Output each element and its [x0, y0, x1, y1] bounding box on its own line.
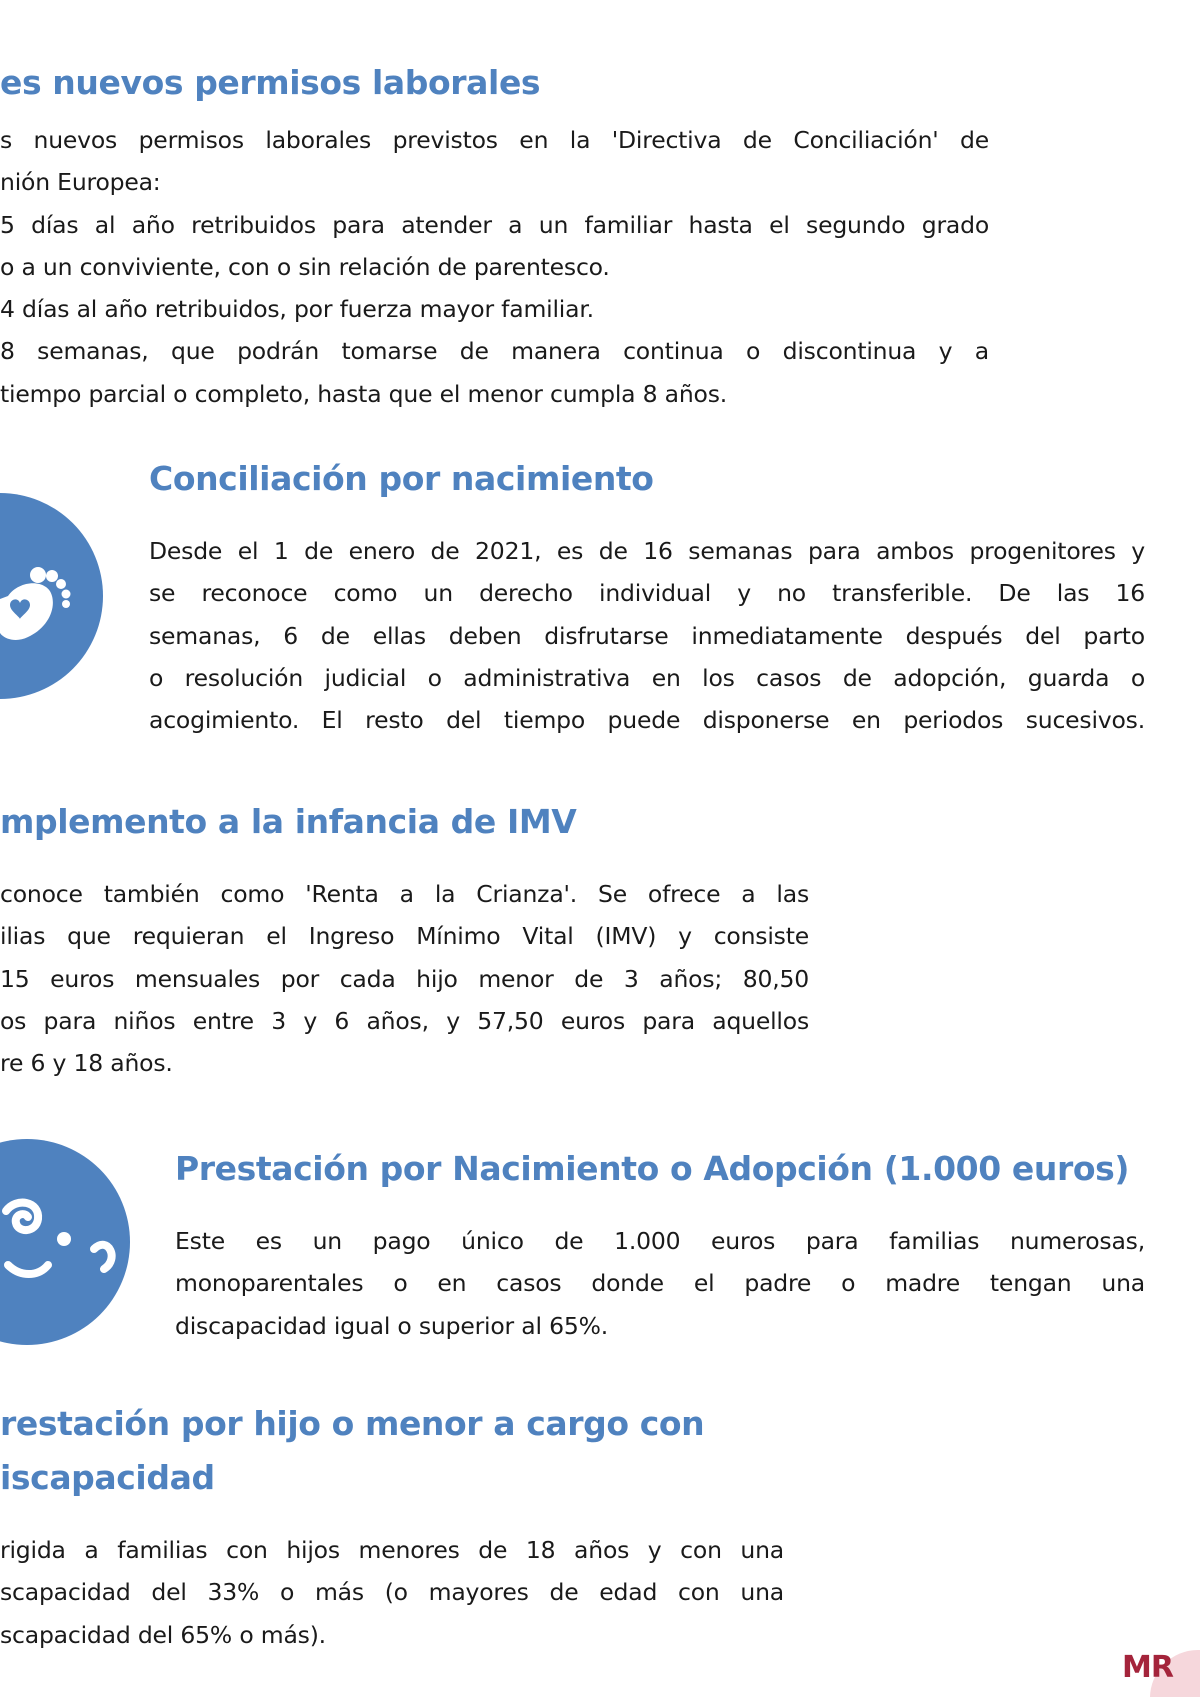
section-body-permisos: [0, 119, 989, 415]
paragraph-line: 5 días al año retribuidos para atender a un familiar hasta el segundo grado: [0, 210, 989, 239]
section-heading-prestacion-nacimiento: Prestación por Nacimiento o Adopción (1.000 euros): [175, 1149, 1130, 1188]
baby-foot-icon: [0, 493, 103, 699]
paragraph-line: scapacidad del 65% o más).: [0, 1620, 326, 1649]
paragraph-line: nión Europea:: [0, 168, 161, 197]
paragraph-line: Este es un pago único de 1.000 euros para familias numerosas,: [175, 1227, 1145, 1255]
paragraph-line: 15 euros mensuales por cada hijo menor de 3 años; 80,50: [0, 964, 809, 993]
section-heading-hijo-discapacidad: [0, 1397, 704, 1505]
paragraph-line: 8 semanas, que podrán tomarse de manera continua o discontinua y a: [0, 337, 989, 366]
paragraph-line: 4 días al año retribuidos, por fuerza mayor familiar.: [0, 295, 594, 324]
paragraph-line: re 6 y 18 años.: [0, 1049, 173, 1078]
paragraph-line: rigida a familias con hijos menores de 18 años y con una: [0, 1536, 784, 1564]
section-body-hijo-discapacidad: [0, 1529, 784, 1656]
paragraph-line: acogimiento. El resto del tiempo puede disponerse en periodos sucesivos.: [149, 706, 1145, 735]
section-body-complemento-imv: [0, 873, 809, 1084]
section-heading-permisos: es nuevos permisos laborales: [0, 63, 541, 102]
paragraph-line: conoce también como 'Renta a la Crianza'. Se ofrece a las: [0, 880, 809, 908]
paragraph-line: monoparentales o en casos donde el padre o madre tengan una: [175, 1269, 1145, 1298]
paragraph-line: o a un conviviente, con o sin relación de parentesco.: [0, 252, 610, 281]
paragraph-line: os para niños entre 3 y 6 años, y 57,50 euros para aquellos: [0, 1006, 809, 1035]
section-body-conciliacion: [149, 530, 1145, 741]
paragraph-line: Desde el 1 de enero de 2021, es de 16 semanas para ambos progenitores y: [149, 537, 1145, 565]
logo-text: MR: [1122, 1650, 1173, 1685]
baby-face-icon: [0, 1139, 130, 1345]
paragraph-line: scapacidad del 33% o más (o mayores de edad con una: [0, 1578, 784, 1607]
paragraph-line: discapacidad igual o superior al 65%.: [175, 1311, 608, 1340]
paragraph-line: s nuevos permisos laborales previstos en la 'Directiva de Conciliación' de: [0, 126, 989, 154]
paragraph-line: ilias que requieran el Ingreso Mínimo Vital (IMV) y consiste: [0, 922, 809, 951]
heading-line: iscapacidad: [0, 1458, 215, 1497]
paragraph-line: semanas, 6 de ellas deben disfrutarse inmediatamente después del parto: [149, 621, 1145, 650]
section-heading-complemento-imv: mplemento a la infancia de IMV: [0, 802, 577, 841]
paragraph-line: tiempo parcial o completo, hasta que el menor cumpla 8 años.: [0, 379, 728, 408]
paragraph-line: se reconoce como un derecho individual y no transferible. De las 16: [149, 579, 1145, 608]
paragraph-line: o resolución judicial o administrativa en los casos de adopción, guarda o: [149, 663, 1145, 692]
section-body-prestacion-nacimiento: [175, 1220, 1145, 1347]
heading-line: restación por hijo o menor a cargo con: [0, 1404, 705, 1443]
footer-logo: [1110, 1638, 1200, 1697]
section-heading-conciliacion: Conciliación por nacimiento: [149, 459, 654, 498]
